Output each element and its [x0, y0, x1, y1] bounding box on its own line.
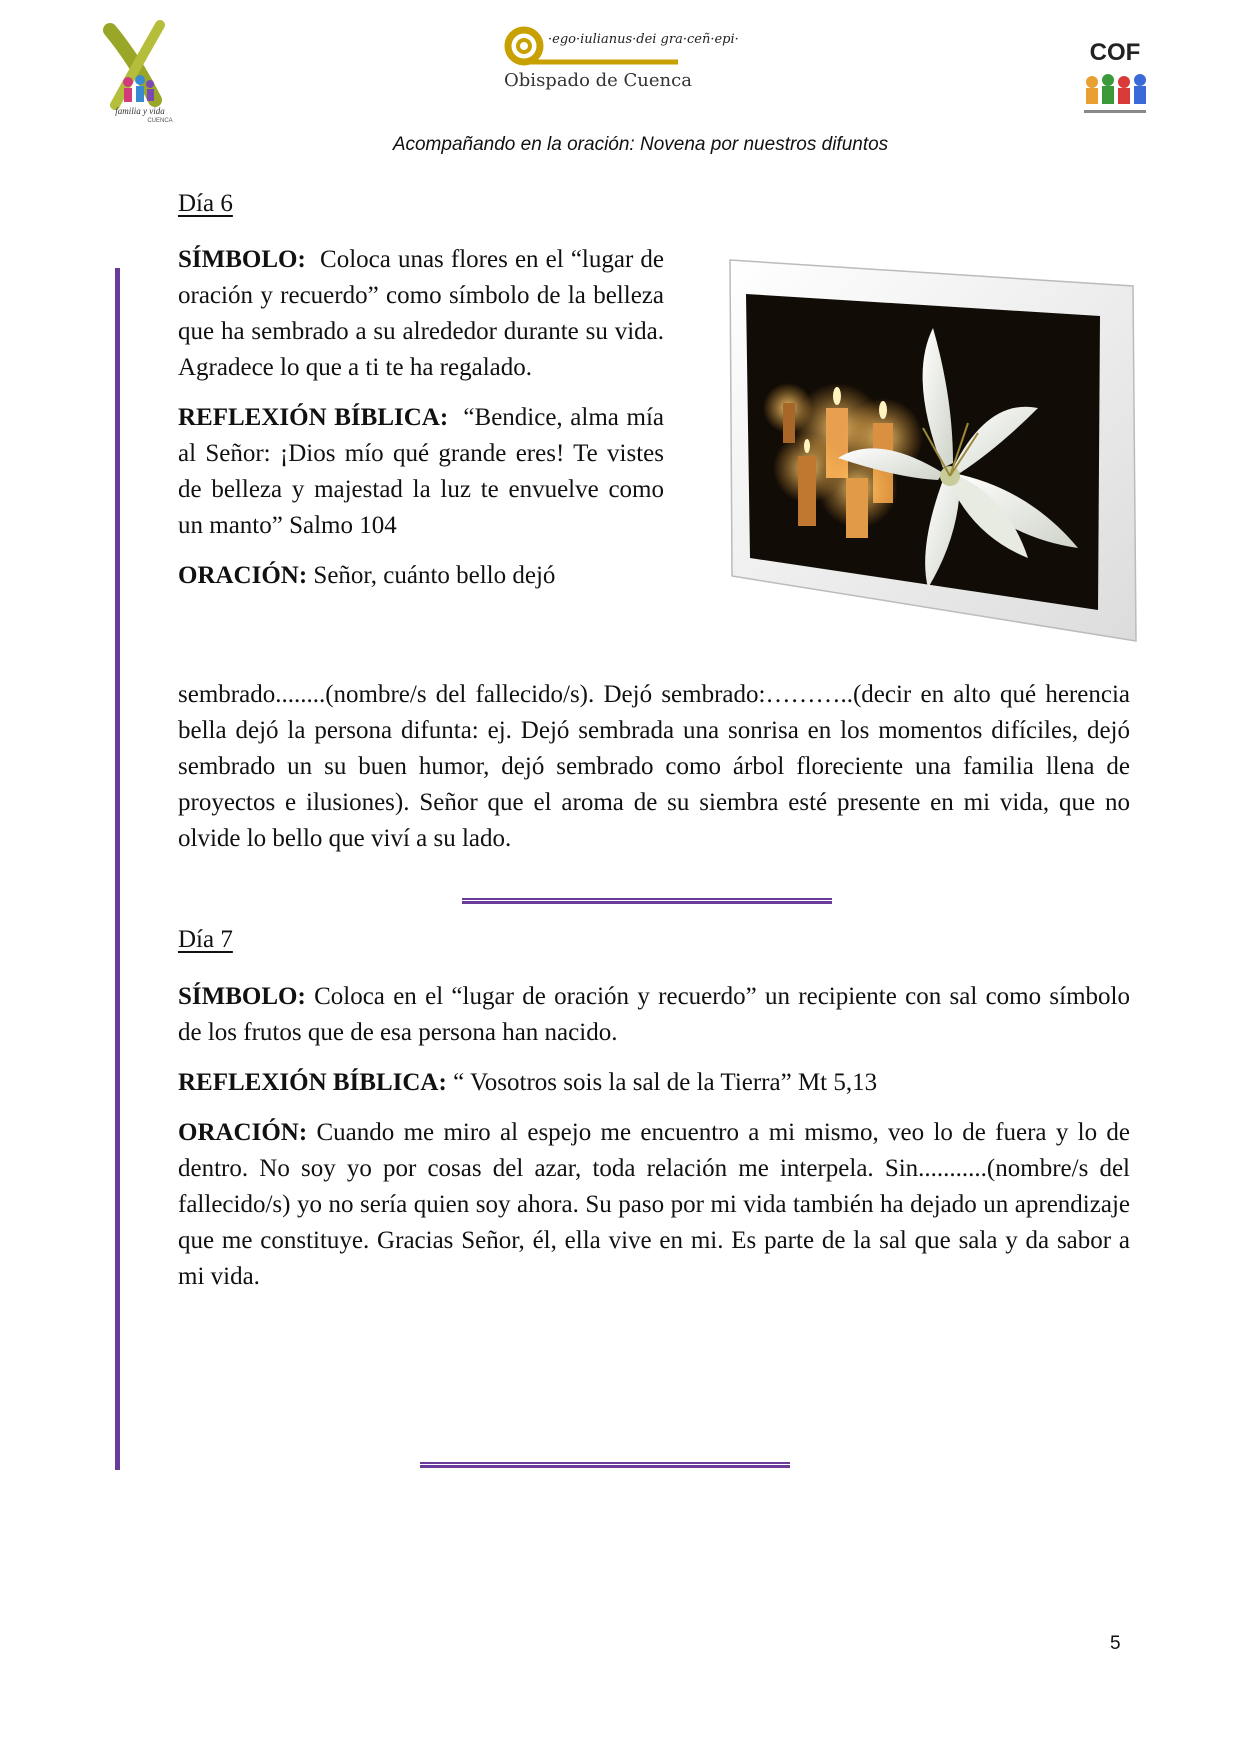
- day6-oracion-line1: Señor, cuánto bello dejó: [313, 562, 556, 589]
- cof-logo: [1070, 30, 1160, 120]
- day6-simbolo: [178, 242, 664, 594]
- obispado-name: Obispado de Cuenca: [504, 70, 692, 91]
- familia-vida-logo: [100, 20, 180, 125]
- document-subtitle: Acompañando en la oración: Novena por nuestros difuntos: [392, 134, 889, 155]
- day7-reflexion-text: “ Vosotros sois la sal de la Tierra” Mt 5,13: [453, 1069, 878, 1096]
- day6-reflexion-text: “Bendice, alma mía al Señor: ¡Dios mío qué grande eres! Te vistes de belleza y majestad la luz te envuelve como un manto” Salmo 104: [178, 404, 664, 539]
- obispado-motto: ·ego·iulianus·dei gra·ceñ·epi·: [548, 32, 739, 47]
- day7-oracion-text: Cuando me miro al espejo me encuentro a mi mismo, veo lo de fuera y lo de dentro. No soy yo por cosas del azar, toda relación me interpela. Sin...........(nombre/s del fallecido/s) yo no sería quien soy ahora. Su paso por mi vida también ha dejado un aprendizaje que me constituye. Gracias Señor, él, ella vive en mi. Es parte de la sal que sala y da sabor a mi vida.: [178, 1119, 1130, 1290]
- day6-oracion-body: sembrado........(nombre/s del fallecido/s). Dejó sembrado:………..(decir en alto qué herencia bella dejó la persona difunta: ej. Dejó sembrada una sonrisa en los momentos difíciles, dejó sembrado un su buen humor, dejó sembrado como árbol floreciente una familia llena de proyectos e ilusiones). Señor que el aroma de su siembra esté presente en mi vida, que no olvide lo bello que viví a su lado.: [178, 681, 1130, 852]
- day7-oracion-label: ORACIÓN:: [178, 1119, 308, 1146]
- logo-left-sub: CUENCA: [147, 118, 173, 124]
- day7-content: [178, 979, 1130, 1309]
- day7-title: Día 7: [178, 926, 233, 953]
- section-divider: [462, 898, 832, 904]
- day6-title: Día 6: [178, 190, 233, 217]
- day7-reflexion-label: REFLEXIÓN BÍBLICA:: [178, 1069, 447, 1096]
- left-accent-bar: [115, 268, 120, 1470]
- day6-reflexion-label: REFLEXIÓN BÍBLICA:: [178, 404, 449, 431]
- cof-logo-text: COF: [1089, 39, 1141, 66]
- day6-simbolo-text: Coloca unas flores en el “lugar de oración y recuerdo” como símbolo de la belleza que ha sembrado a su alrededor durante su vida. Agradece lo que a ti te ha regalado.: [178, 246, 664, 381]
- section-divider: [420, 1462, 790, 1468]
- day6-simbolo-label: SÍMBOLO:: [178, 246, 306, 273]
- day7-simbolo-label: SÍMBOLO:: [178, 983, 306, 1010]
- page-number: 5: [1110, 1633, 1121, 1654]
- day7-simbolo-text: Coloca en el “lugar de oración y recuerdo” un recipiente con sal como símbolo de los frutos que de esa persona han nacido.: [178, 983, 1130, 1046]
- day6-oracion-label: ORACIÓN:: [178, 562, 308, 589]
- lily-candles-photo: [728, 258, 1138, 643]
- logo-left-name: familia y vida: [115, 106, 165, 116]
